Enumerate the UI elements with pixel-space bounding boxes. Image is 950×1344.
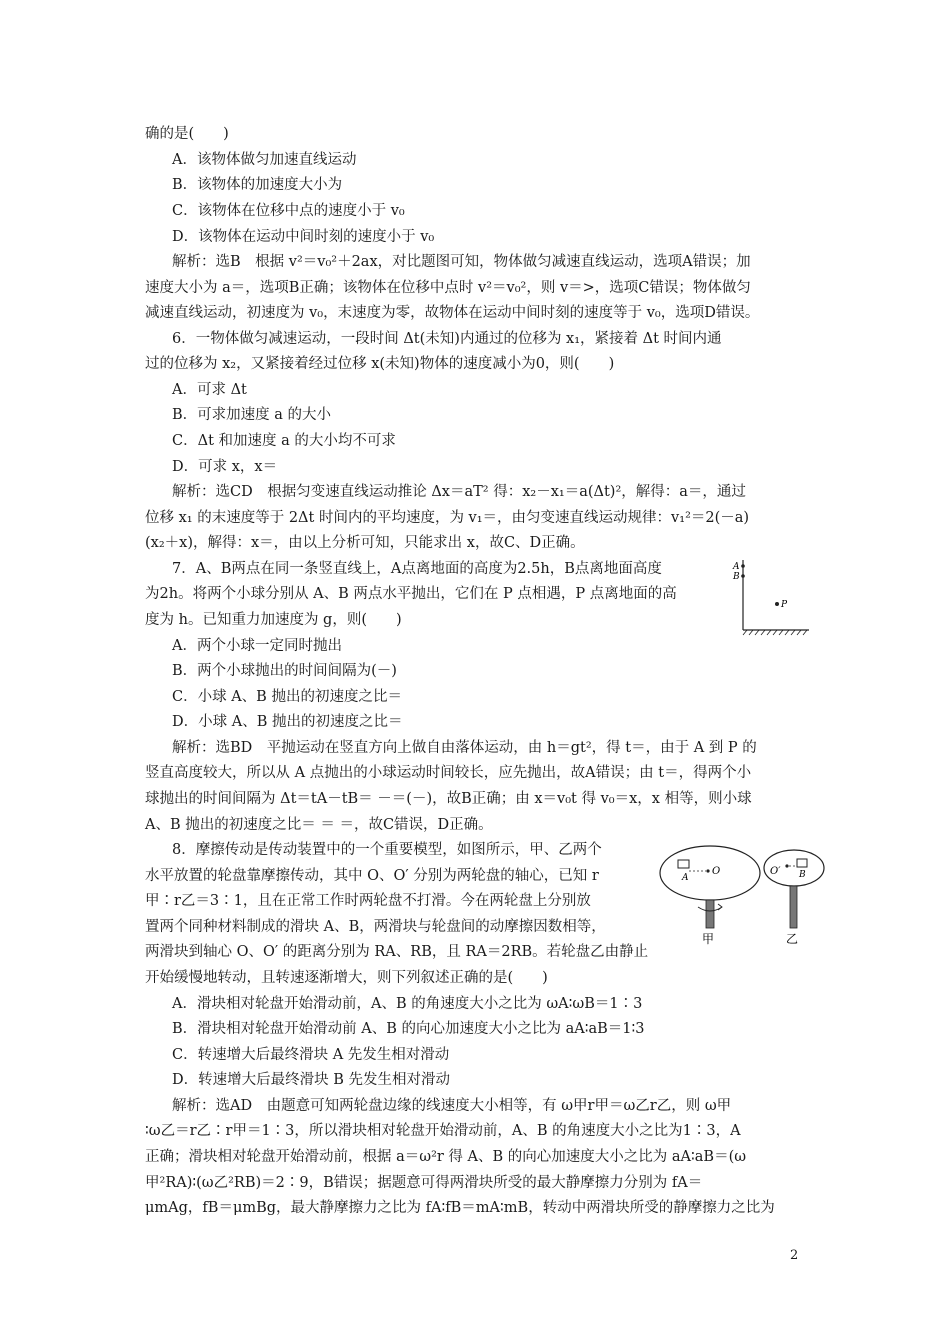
option-a: A．两个小球一定同时抛出 — [172, 638, 342, 654]
point-b-dot — [741, 574, 745, 578]
option-d: D．转速增大后最终滑块 B 先发生相对滑动 — [172, 1072, 450, 1088]
option-a: A．该物体做匀加速直线运动 — [172, 152, 357, 168]
option-c: C．该物体在位移中点的速度小于 v₀ — [172, 203, 405, 219]
analysis-line: 减速直线运动，初速度为 v₀，末速度为零，故物体在运动中间时刻的速度等于 v₀，选项D错误。 — [145, 305, 760, 321]
label-a: A — [682, 873, 689, 883]
option-d: D．小球 A、B 抛出的初速度之比＝ — [172, 714, 403, 730]
point-p-dot — [775, 602, 779, 606]
analysis-line: 球抛出的时间间隔为 Δt＝tA－tB＝ －＝(－)，故B正确；由 x＝v₀t 得 v₀＝x，x 相等，则小球 — [145, 791, 752, 807]
option-c: C．小球 A、B 抛出的初速度之比＝ — [172, 689, 402, 705]
analysis-line: 速度大小为 a＝，选项B正确；该物体在位移中点时 v²＝v₀²，则 v＝>，选项C错误；物体做匀 — [145, 280, 751, 296]
text-line: 确的是( ) — [145, 126, 229, 142]
analysis-line: (x₂＋x)，解得：x＝，由以上分析可知，只能求出 x，故C、D正确。 — [145, 535, 585, 551]
label-o: O — [712, 866, 721, 877]
analysis-line: 竖直高度较大，所以从 A 点抛出的小球运动时间较长，应先抛出，故A错误；由 t＝，得两个小 — [145, 765, 752, 781]
option-c: C．Δt 和加速度 a 的大小均不可求 — [172, 433, 396, 449]
point-a-dot — [741, 564, 745, 568]
analysis-line: ∶ω乙＝r乙∶r甲＝1∶3，所以滑块相对轮盘开始滑动前，A、B 的角速度大小之比为1∶3，A — [145, 1123, 741, 1139]
question-8-line: 置两个同种材料制成的滑块 A、B，两滑块与轮盘间的动摩擦因数相等， — [145, 919, 606, 935]
label-p: P — [781, 600, 788, 610]
question-8: 8．摩擦传动是传动装置中的一个重要模型，如图所示，甲、乙两个 — [172, 842, 602, 858]
question-7-line: 度为 h。已知重力加速度为 g，则( ) — [145, 612, 402, 628]
analysis-line: 解析：选CD 根据匀变速直线运动推论 Δx＝aT² 得：x₂－x₁＝a(Δt)²，解得：a＝，通过 — [172, 484, 746, 500]
friction-drive-figure — [658, 843, 828, 948]
analysis-line: 解析：选AD 由题意可知两轮盘边缘的线速度大小相等，有 ω甲r甲＝ω乙r乙，则 ω甲 — [172, 1098, 732, 1114]
analysis-line: 解析：选B 根据 v²＝v₀²＋2ax，对比题图可知，物体做匀减速直线运动，选项A错误；加 — [172, 254, 751, 270]
option-b: B．两个小球抛出的时间间隔为(－) — [172, 663, 397, 679]
analysis-line: A、B 抛出的初速度之比＝ ＝ ＝，故C错误，D正确。 — [145, 817, 493, 833]
question-8-line: 两滑块到轴心 O、O′ 的距离分别为 RA、RB，且 RA＝2RB。若轮盘乙由静止 — [145, 944, 649, 960]
question-7: 7．A、B两点在同一条竖直线上，A点离地面的高度为2.5h，B点离地面高度 — [172, 561, 662, 577]
analysis-line: 正确；滑块相对轮盘开始滑动前，根据 a＝ω²r 得 A、B 的向心加速度大小之比为 aA∶aB＝(ω — [145, 1149, 747, 1165]
page-number: 2 — [790, 1248, 799, 1263]
projectile-figure — [725, 556, 815, 638]
label-yi: 乙 — [786, 932, 799, 946]
option-b: B．可求加速度 a 的大小 — [172, 407, 332, 423]
analysis-line: 解析：选BD 平抛运动在竖直方向上做自由落体运动，由 h＝gt²，得 t＝，由于 A 到 P 的 — [172, 740, 757, 756]
label-jia: 甲 — [702, 932, 715, 946]
question-8-line: 开始缓慢地转动，且转速逐渐增大，则下列叙述正确的是( ) — [145, 970, 548, 986]
label-o-prime: O′ — [770, 866, 781, 877]
option-c: C．转速增大后最终滑块 A 先发生相对滑动 — [172, 1047, 450, 1063]
wheel-jia — [660, 846, 760, 900]
option-d: D．该物体在运动中间时刻的速度小于 v₀ — [172, 229, 435, 245]
question-8-line: 水平放置的轮盘靠摩擦传动，其中 O、O′ 分别为两轮盘的轴心，已知 r — [145, 868, 599, 884]
question-6: 6．一物体做匀减速运动，一段时间 Δt(未知)内通过的位移为 x₁，紧接着 Δt 时间内通 — [172, 331, 722, 347]
label-a: A — [733, 562, 740, 572]
option-a: A．可求 Δt — [172, 382, 247, 398]
label-b: B — [799, 870, 806, 880]
question-7-line: 为2h。将两个小球分别从 A、B 两点水平抛出，它们在 P 点相遇，P 点离地面的高 — [145, 586, 677, 602]
axle-jia — [706, 900, 714, 928]
analysis-line: μmAg，fB＝μmBg，最大静摩擦力之比为 fA∶fB＝mA∶mB，转动中两滑块所受的静摩擦力之比为 — [145, 1200, 775, 1216]
question-6-line: 过的位移为 x₂，又紧接着经过位移 x(未知)物体的速度减小为0，则( ) — [145, 356, 615, 372]
option-b: B．滑块相对轮盘开始滑动前 A、B 的向心加速度大小之比为 aA∶aB＝1∶3 — [172, 1021, 645, 1037]
analysis-line: 甲²RA)∶(ω乙²RB)＝2∶9，B错误；据题意可得两滑块所受的最大静摩擦力分别为 fA＝ — [145, 1175, 703, 1191]
analysis-line: 位移 x₁ 的末速度等于 2Δt 时间内的平均速度，为 v₁＝，由匀变速直线运动规律：v₁²＝2(－a) — [145, 510, 750, 526]
option-a: A．滑块相对轮盘开始滑动前，A、B 的角速度大小之比为 ωA∶ωB＝1∶3 — [172, 996, 643, 1012]
axle-yi — [790, 886, 797, 928]
option-b: B．该物体的加速度大小为 — [172, 177, 343, 193]
label-b: B — [733, 572, 740, 582]
option-d: D．可求 x，x＝ — [172, 459, 278, 475]
question-8-line: 甲∶r乙＝3∶1，且在正常工作时两轮盘不打滑。今在两轮盘上分别放 — [145, 893, 591, 909]
